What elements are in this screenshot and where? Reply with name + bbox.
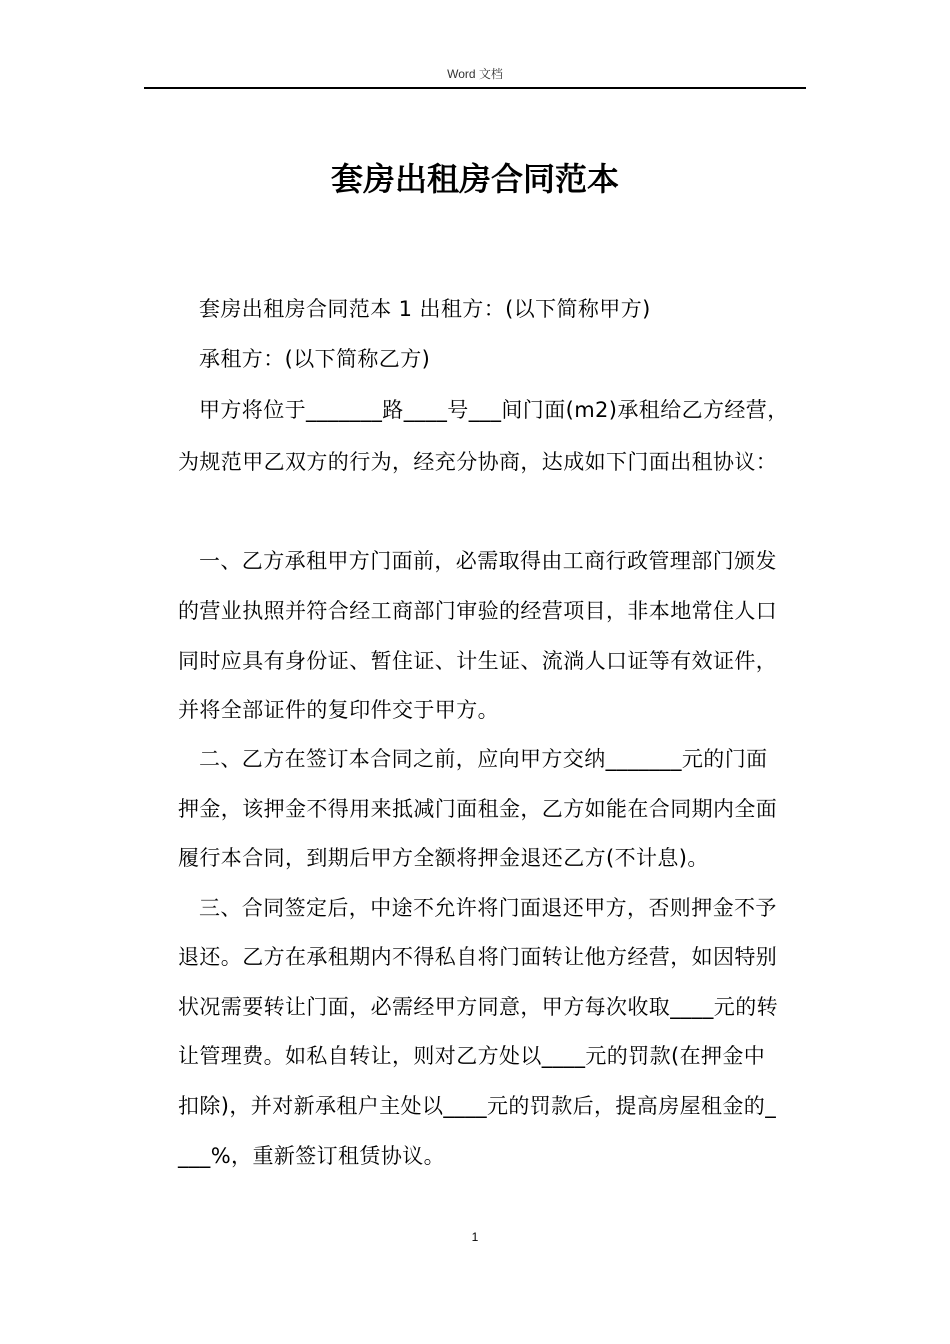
page-header: Word 文档 [447,67,503,81]
paragraph-line: 三、合同签定后，中途不允许将门面退还甲方，否则押金不予 [199,896,777,920]
paragraph-line: 退还。乙方在承租期内不得私自将门面转让他方经营，如因特别 [178,945,778,969]
paragraph-line: 并将全部证件的复印件交于甲方。 [178,698,499,722]
paragraph-line: 承租方：(以下简称乙方) [199,347,431,371]
paragraph-line: ___%，重新签订租赁协议。 [178,1144,446,1168]
paragraph-line: 状况需要转让门面，必需经甲方同意，甲方每次收取____元的转 [178,995,778,1019]
paragraph-line: 一、乙方承租甲方门面前，必需取得由工商行政管理部门颁发 [199,549,777,573]
paragraph-line: 履行本合同，到期后甲方全额将押金退还乙方(不计息)。 [178,846,709,870]
paragraph-line: 甲方将位于_______路____号___间门面(m2)承租给乙方经营， [199,398,789,422]
paragraph-line: 套房出租房合同范本 1 出租方：(以下简称甲方) [199,297,651,321]
paragraph-line: 同时应具有身份证、暂住证、计生证、流淌人口证等有效证件， [178,649,778,673]
paragraph-line: 为规范甲乙双方的行为，经充分协商，达成如下门面出租协议： [178,450,778,474]
paragraph-line: 让管理费。如私自转让，则对乙方处以____元的罚款(在押金中 [178,1044,766,1068]
paragraph-line: 二、乙方在签订本合同之前，应向甲方交纳_______元的门面 [199,747,768,771]
header-divider [144,87,806,89]
paragraph-line: 的营业执照并符合经工商部门审验的经营项目，非本地常住人口 [178,599,778,623]
page-number: 1 [471,1230,479,1244]
document-title: 套房出租房合同范本 [330,160,619,198]
paragraph-line: 扣除)，并对新承租户主处以____元的罚款后，提高房屋租金的_ [178,1094,777,1118]
paragraph-line: 押金，该押金不得用来抵减门面租金，乙方如能在合同期内全面 [178,797,778,821]
